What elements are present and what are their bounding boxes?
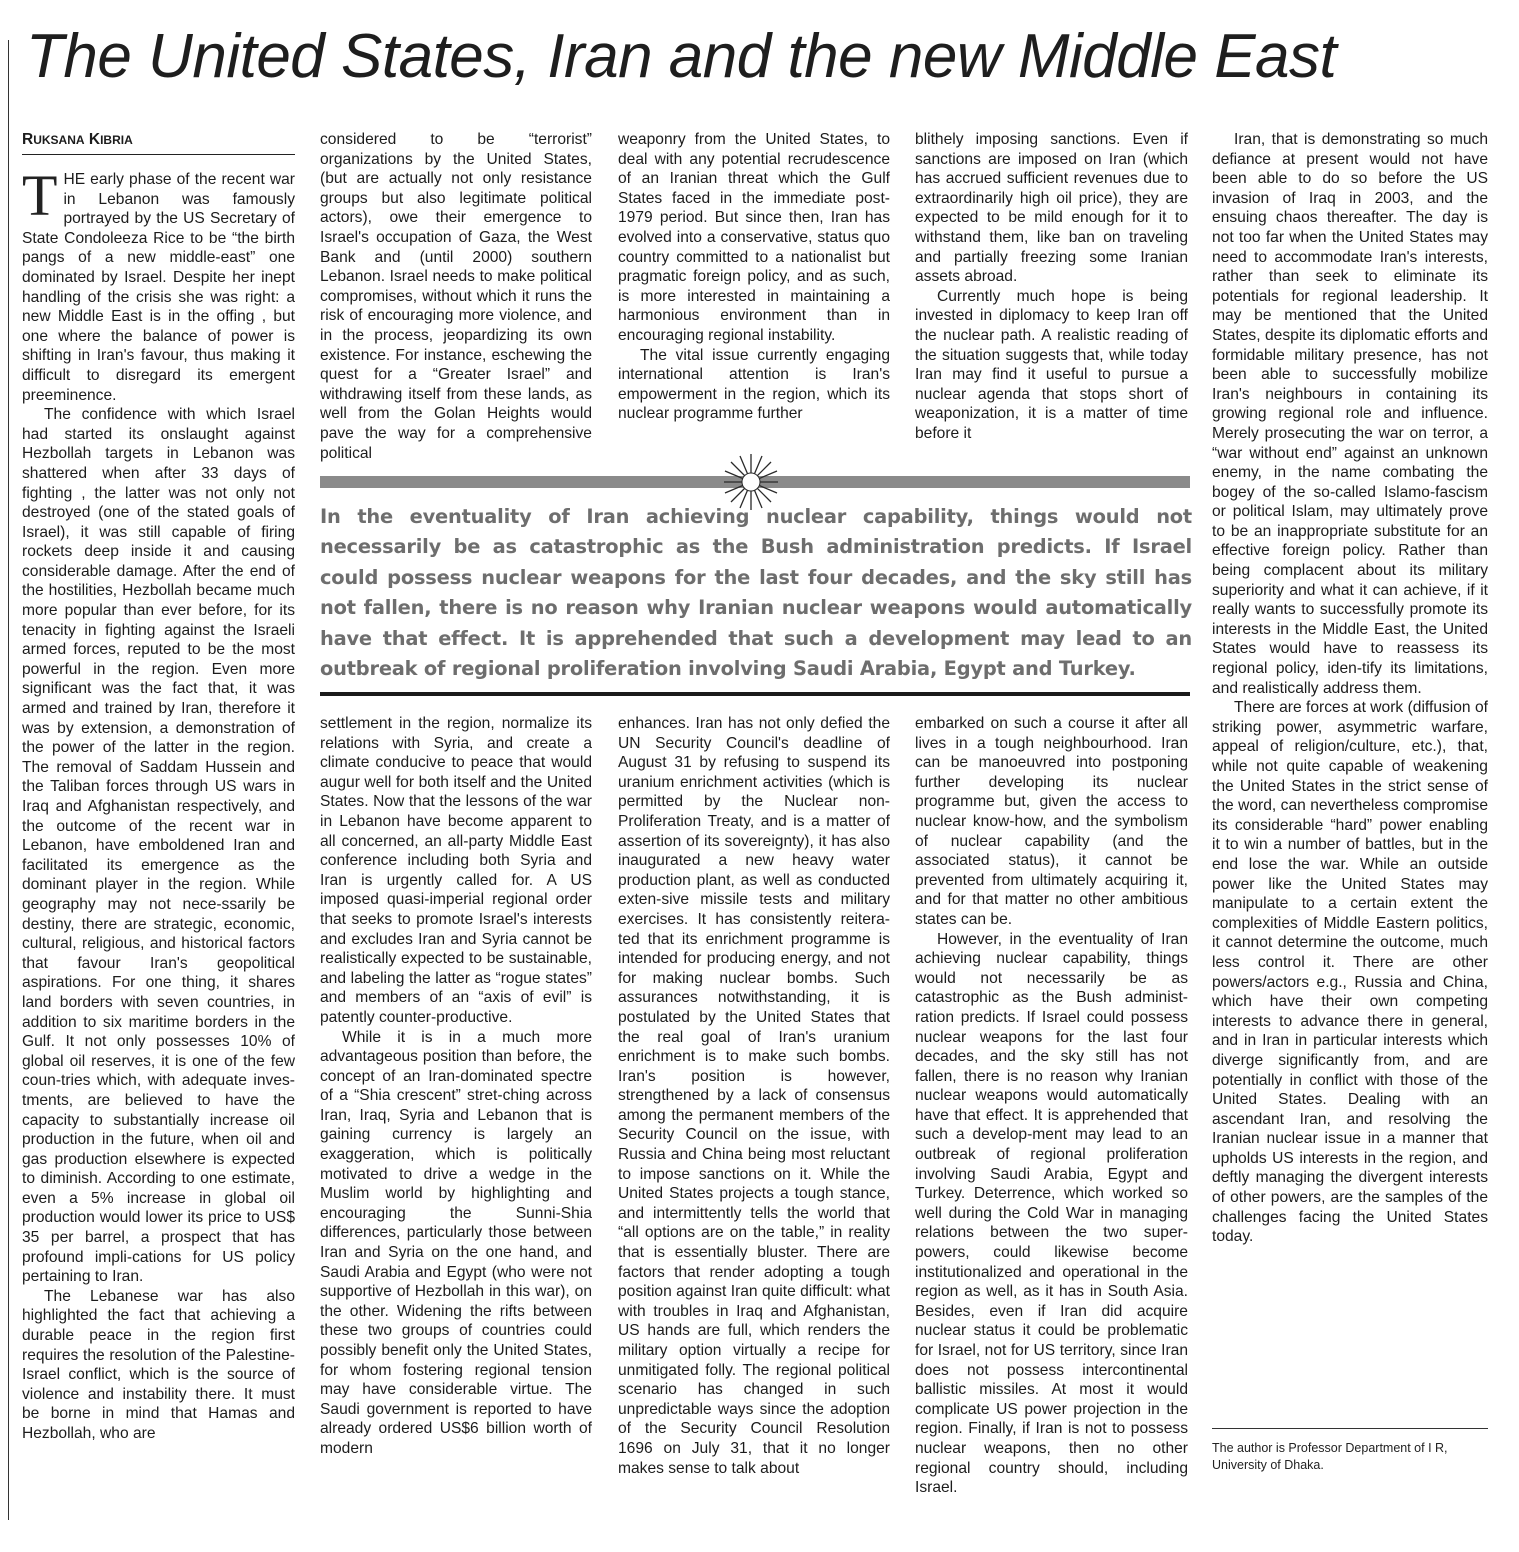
col1-p1-text: HE early phase of the recent war in Lebanon was famously portrayed by the US Secretary of State Condoleeza Rice to be “the birth pangs of a new middle-east” one dominated by Israel. Despite her inept handling of the crisis she was right: a new Middle East is in the offing , but one where the balance of power is shifting in Iran's favour, thus making it difficult to disregard its emergent preeminence. bbox=[22, 171, 295, 404]
column-2-bottom bbox=[320, 714, 592, 1522]
col1-paragraph-1 bbox=[22, 170, 295, 405]
col2-top-paragraph: considered to be “terrorist” organizations by the United States, (but are actually not only resistance groups but also legitimate political actors), owe their emergence to Israel's occupation of Gaza, the West Bank and (until 2000) southern Lebanon. Israel needs to make political compromises, without which it runs the risk of encouraging more violence, and in the process, jeopardizing its own existence. For instance, eschewing the quest for a “Greater Israel” and withdrawing itself from these lands, as well from the Golan Heights would pave the way for a comprehensive political bbox=[320, 131, 592, 462]
col2-bottom-paragraph-2: While it is in a much more advantageous position than before, the concept of an Iran-dominated spectre of a “Shia crescent” stret-ching across Iran, Iraq, Syria and Lebanon that is gaining currency is largely an exaggeration, which is politically motivated to drive a wedge in the Muslim world by highlighting and encouraging the Sunni-Shia differences, particularly those between Iran and Syria on the one hand, and Saudi Arabia and Egypt (who were not supportive of Hezbollah in this war), on the other. Widening the rifts between these two groups of countries could possibly benefit only the United States, for whom fostering regional tension may have considerable virtue. The Saudi government is reported to have already ordered US$6 billion worth of modern bbox=[320, 1028, 592, 1457]
column-3-bottom bbox=[618, 714, 890, 1522]
pullquote-bottom-rule bbox=[320, 692, 1190, 696]
col1-paragraph-3: The Lebanese war has also highlighted the fact that achieving a durable peace in the region first requires the resolution of the Palestine-Israel conflict, which is the source of violence and instability there. It must be borne in mind that Hamas and Hezbollah, who are bbox=[22, 1287, 295, 1442]
drop-cap: T bbox=[22, 170, 58, 228]
col3-top-paragraph-2: The vital issue currently engaging international attention is Iran's empowerment in the region, which its nuclear programme further bbox=[618, 346, 890, 423]
author-note-rule bbox=[1212, 1428, 1488, 1429]
col4-top-paragraph-1: blithely imposing sanctions. Even if sanctions are imposed on Iran (which has accrued sufficient revenues due to extraordinarily high oil price), they are expected to be mild enough for it to withstand them, like ban on traveling and partially freezing some Iranian assets abroad. bbox=[915, 131, 1188, 286]
col4-top-paragraph-2: Currently much hope is being invested in diplomacy to keep Iran off the nuclear path. A realistic reading of the situation suggests that, while today Iran may find it useful to pursue a nuclear agenda that stops short of weaponization, it is a matter of time before it bbox=[915, 287, 1188, 442]
byline bbox=[22, 130, 295, 155]
byline-first-rest: UKSANA bbox=[33, 133, 85, 147]
column-4-top bbox=[915, 130, 1188, 464]
pull-quote: In the eventuality of Iran achieving nuclear capability, things would not necessarily be as catastrophic as the Bush administration predicts. If Israel could possess nuclear weapons for the last four decades, and the sky still has not fallen, there is no reason why Iranian nuclear weapons would automatically have that effect. It is apprehended that such a development may lead to an outbreak of regional proliferation involving Saudi Arabia, Egypt and Turkey. bbox=[320, 505, 1192, 681]
author-note: The author is Professor Department of I R, University of Dhaka. bbox=[1212, 1441, 1448, 1472]
col4-bottom-paragraph-1: embarked on such a course it after all lives in a tough neighbourhood. Iran can be manoeuvred into postponing further developing its nuclear programme but, given the access to nuclear know-how, and the symbolism of nuclear capability (and the associated status), it cannot be prevented from ultimately acquiring it, and for that matter no other ambitious states can be. bbox=[915, 715, 1188, 928]
page-left-rule bbox=[8, 40, 9, 1520]
column-3-top bbox=[618, 130, 890, 464]
byline-last-initial: K bbox=[88, 131, 101, 148]
byline-last-rest: IBRIA bbox=[100, 133, 133, 147]
byline-first-initial: R bbox=[22, 131, 34, 148]
column-2-top bbox=[320, 130, 592, 464]
column-1 bbox=[22, 170, 295, 1522]
col3-top-paragraph-1: weaponry from the United States, to deal with any potential recrudescence of an Iranian threat which the Gulf States faced in the immediate post-1979 period. But since then, Iran has evolved into a conservative, status quo country committed to a nationalist but pragmatic foreign policy, and as such, is more interested in maintaining a harmonious environment than in encouraging regional instability. bbox=[618, 131, 890, 344]
col3-bottom-paragraph: enhances. Iran has not only defied the UN Security Council's deadline of August 31 by refusing to suspend its uranium enrichment activities (which is permitted by the Nuclear non-Proliferation Treaty, and is a matter of assertion of its sovereignty), it has also inaugurated a new heavy water production plant, as well as conducted exten-sive missile tests and military exercises. It has consistently reitera-ted that its enrichment programme is intended for producing energy, and not for making nuclear bombs. Such assurances notwithstanding, it is postulated by the United States that the real goal of Iran's uranium enrichment is to make such bombs. Iran's position is however, strengthened by a lack of consensus among the permanent members of the Security Council on the issue, with Russia and China being most reluctant to impose sanctions on it. While the United States projects a tough stance, and intermittently tells the world that “all options are on the table,” in reality that is essentially bluster. There are factors that render adopting a tough position against Iran quite difficult: what with troubles in Iraq and Afghanistan, US hands are full, which renders the military option virtually a recipe for unmitigated folly. The regional political scenario has changed in such unpredictable ways since the adoption of the Security Council Resolution 1696 on July 31, that it no longer makes sense to talk about bbox=[618, 715, 890, 1477]
col4-bottom-paragraph-2: However, in the eventuality of Iran achieving nuclear capability, things would not necessarily be as catastrophic as the Bush administ-ration predicts. If Israel could possess nuclear weapons for the last four decades, and the sky still has not fallen, there is no reason why Iranian nuclear weapons would automatically have that effect. It is apprehended that such a develop-ment may lead to an outbreak of regional proliferation involving Saudi Arabia, Egypt and Turkey. Deterrence, which worked so well during the Cold War in managing relations between the two super-powers, could likewise become institutionalized and operational in the region as well, as it has in South Asia. Besides, even if Iran did acquire nuclear status it could be problematic for Israel, not for US territory, since Iran does not possess intercontinental ballistic missiles. At most it would complicate US power projection in the region. Finally, if Iran is not to possess nuclear weapons, then no other regional country should, including Israel. bbox=[915, 930, 1188, 1497]
col5-paragraph-1: Iran, that is demonstrating so much defiance at present would not have been able to do so before the US invasion of Iraq in 2003, and the ensuing chaos thereafter. The day is not too far when the United States may need to accommodate Iran's interests, rather than seek to eliminate its potentials for regional leadership. It may be mentioned that the United States, despite its diplomatic efforts and formidable military presence, has not been able to successfully mobilize Iran's neighbours in containing its growing regional role and influence. Merely prosecuting the war on terror, a “war without end” against an unknown enemy, in the name combating the bogey of the so-called Islamo-fascism or political Islam, may ultimately prove to be an inappropriate substitute for an effective foreign policy. Rather than being complacent about its military superiority and what it can achieve, if it really wants to successfully promote its interests in the Middle East, the United States would have to reassess its regional policy, iden-tify its limitations, and realistically address them. bbox=[1212, 131, 1488, 697]
col1-paragraph-2: The confidence with which Israel had started its onslaught against Hezbollah targets in Lebanon was shattered when after 33 days of fighting , the latter was not only not destroyed (one of the stated goals of Israel), it was still capable of firing rockets deep inside it and causing considerable damage. After the end of the hostilities, Hezbollah became much more popular than ever before, for its tenacity in fighting against the Israeli armed forces, reputed to be the most powerful in the region. Even more significant was the fact that, it was armed and trained by Iran, therefore it was by extension, a demonstration of the power of the latter in the region. The removal of Saddam Hussein and the Taliban forces through US wars in Iraq and Afghanistan respectively, and the outcome of the recent war in Lebanon, have emboldened Iran and facilitated its emergence as the dominant player in the region. While geography may not nece-ssarily be destiny, there are strategic, economic, cultural, religious, and historical factors that favour Iran's geopolitical aspirations. For one thing, it shares land borders with seven countries, in addition to six maritime borders in the Gulf. It not only possesses 10% of global oil reserves, it is one of the few coun-tries which, with adequate inves-tments, are believed to have the capacity to substantially increase oil production in the future, when oil and gas production elsewhere is expected to diminish. According to one estimate, even a 5% increase in global oil production would lower its price to US$ 35 per barrel, a prospect that has profound impli-cations for US policy pertaining to Iran. bbox=[22, 406, 295, 1286]
column-5 bbox=[1212, 130, 1488, 1422]
column-4-bottom bbox=[915, 714, 1188, 1522]
col5-paragraph-2: There are forces at work (diffusion of striking power, asymmetric warfare, appeal of religion/culture, etc.), that, while not quite capable of weakening the United States in the strict sense of the word, can nevertheless compromise its considerable “hard” power enabling it to win a number of battles, but in the end lose the war. While an outside power like the United States may manipulate to a certain extent the complexities of Middle Eastern politics, it cannot determine the outcome, much less control it. There are other powers/actors e.g., Russia and China, which have their own competing interests to advance there in general, and in Iran in particular interests which diverge significantly from, and are potentially in conflict with those of the United States. Dealing with an ascendant Iran, and resolving the Iranian nuclear issue in a manner that upholds US interests in the region, and deftly managing the divergent interests of other powers, are the samples of the challenges facing the United States today. bbox=[1212, 699, 1488, 1246]
col2-bottom-paragraph-1: settlement in the region, normalize its relations with Syria, and create a climate conducive to peace that would augur well for both itself and the United States. Now that the lessons of the war in Lebanon have become apparent to all concerned, an all-party Middle East conference including both Syria and Iran is urgently called for. A US imposed quasi-imperial regional order that seeks to promote Israel's interests and excludes Iran and Syria cannot be realistically expected to be sustainable, and labeling the latter as “rogue states” and members of an “axis of evil” is patently counter-productive. bbox=[320, 715, 592, 1026]
headline: The United States, Iran and the new Middle East bbox=[26, 22, 1337, 91]
